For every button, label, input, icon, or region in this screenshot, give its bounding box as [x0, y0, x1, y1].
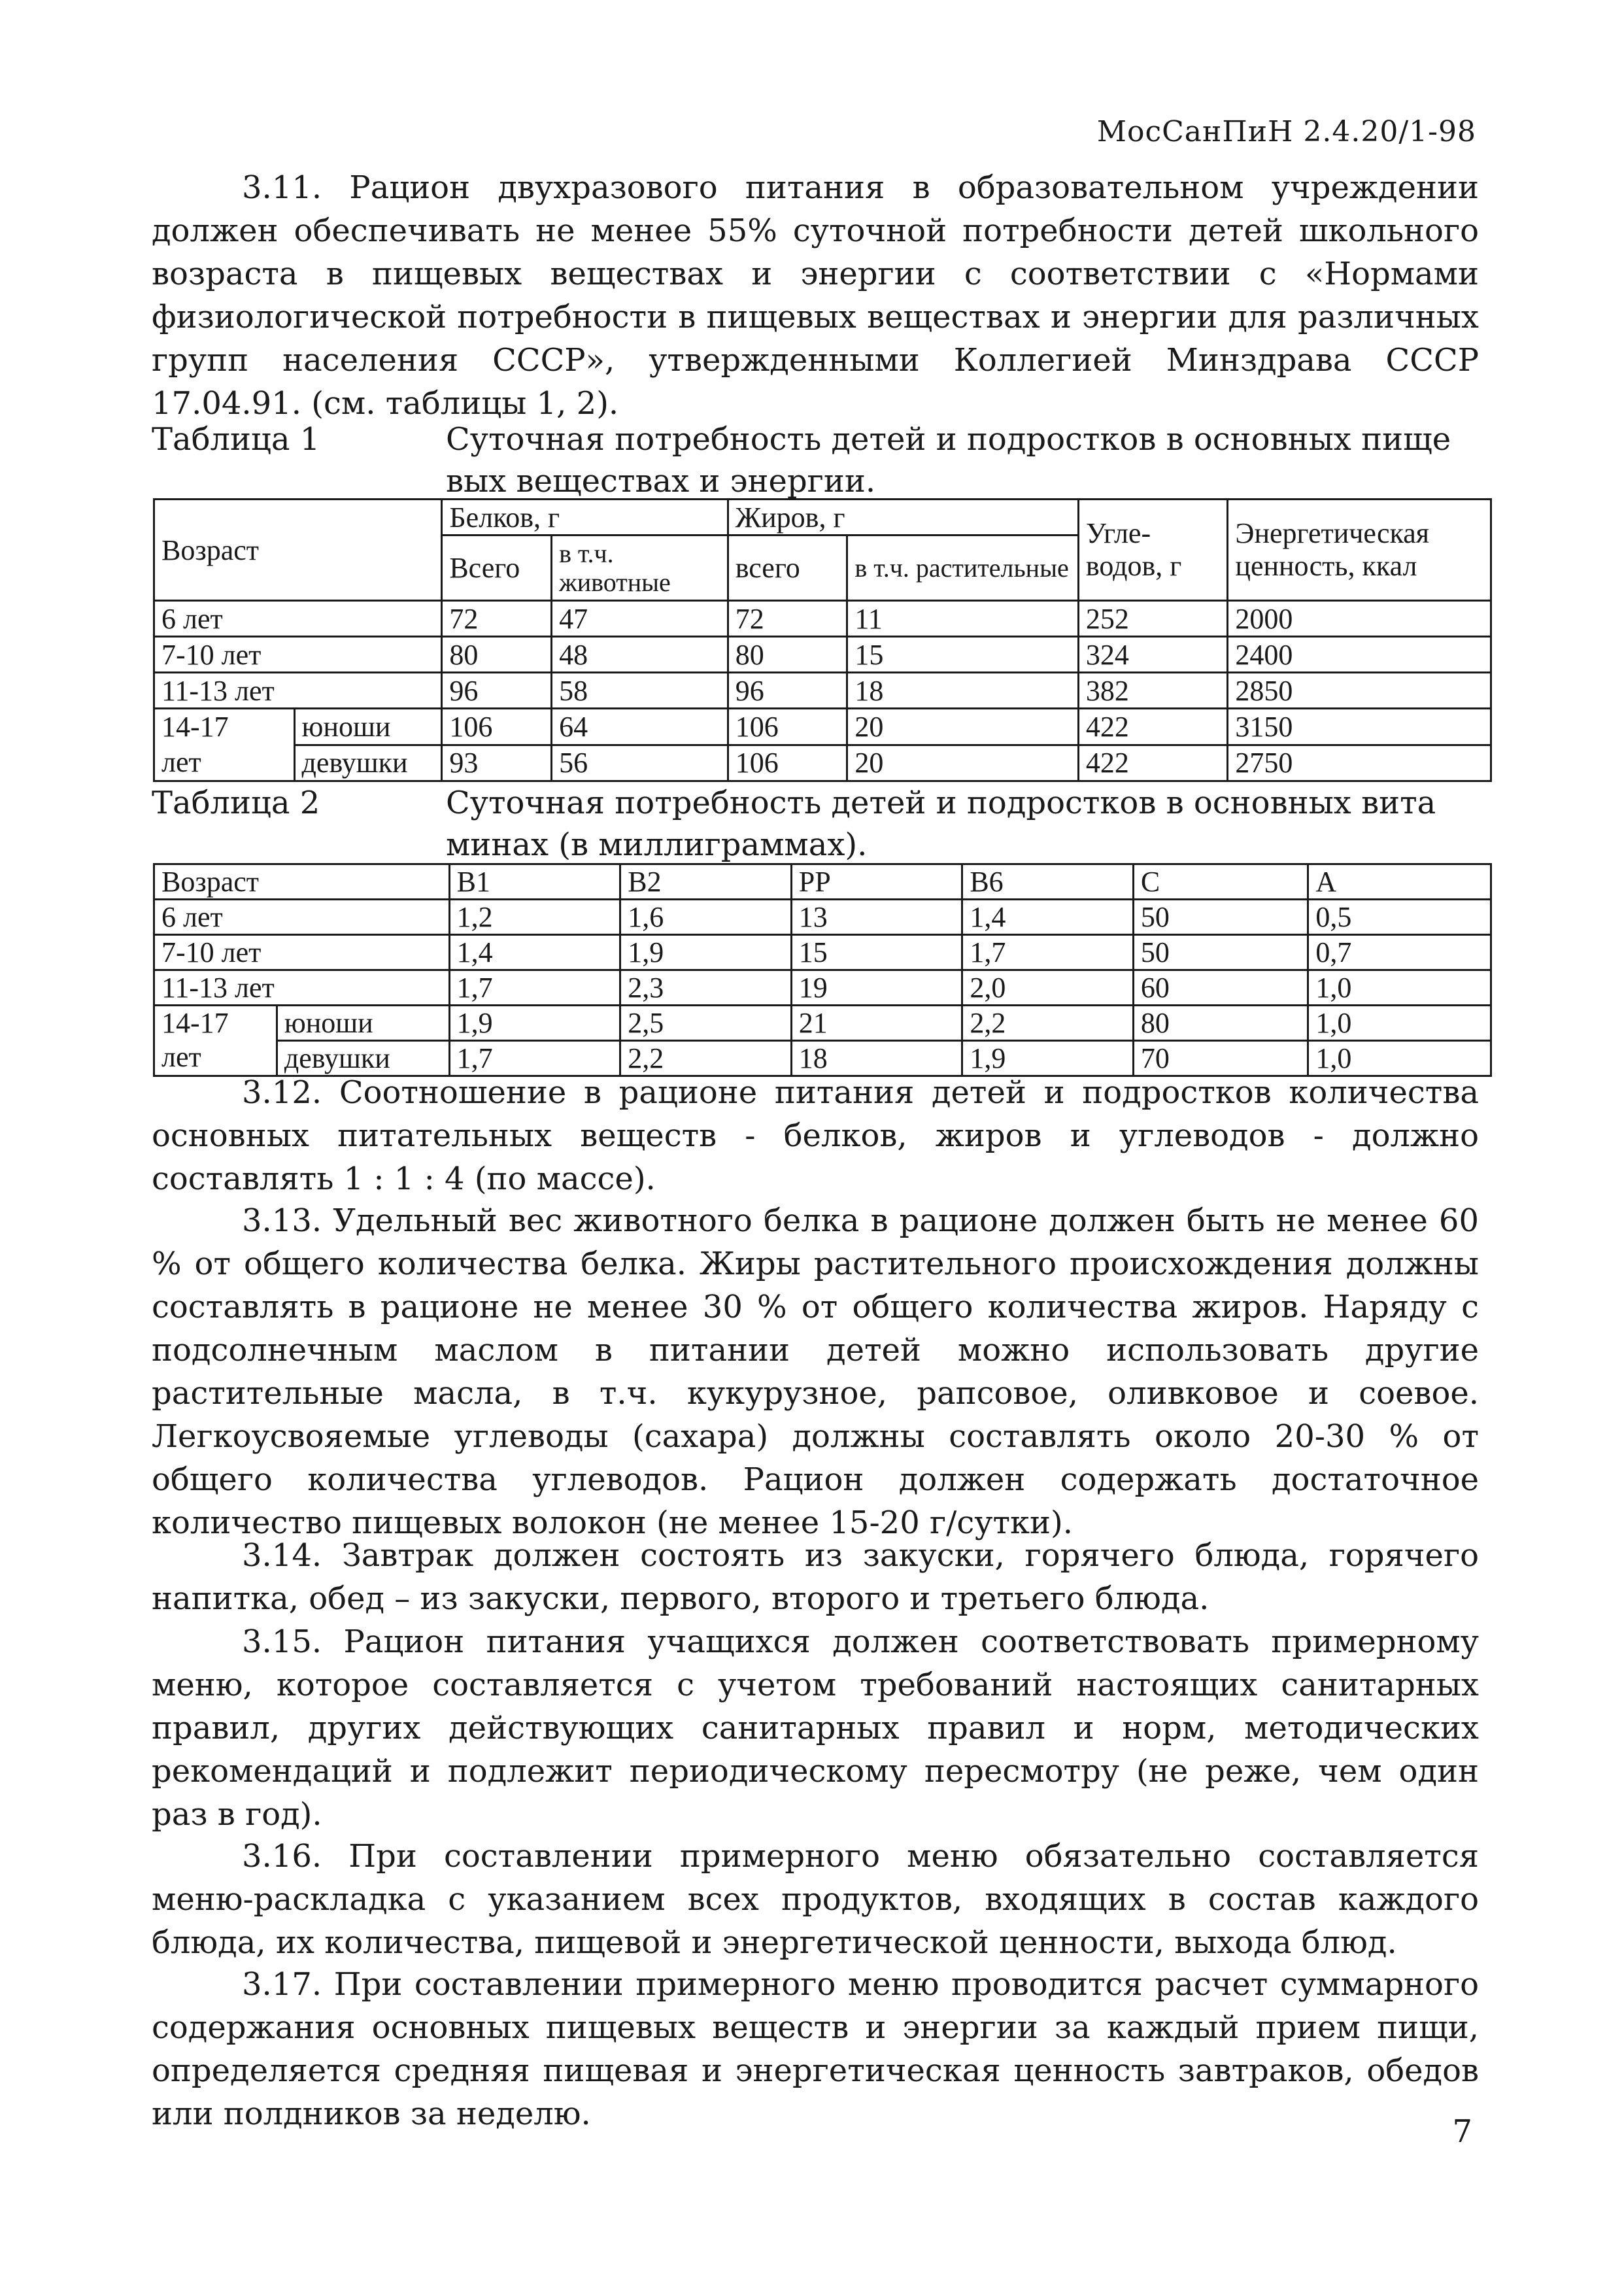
paragraph-3-17 [152, 1963, 1479, 2135]
row-age-teen [154, 1006, 277, 1076]
header-c: C [1133, 864, 1308, 900]
table-row [154, 970, 1491, 1006]
table-1-title-line-2: вых веществах и энергии. [446, 463, 876, 500]
cell: 422 [1078, 745, 1228, 781]
cell: 80 [442, 637, 552, 673]
age-range: 14-17 [161, 711, 229, 743]
cell: 2400 [1228, 637, 1491, 673]
cell: 1,0 [1308, 970, 1491, 1006]
cell: 19 [791, 970, 962, 1006]
header-age: Возраст [154, 500, 442, 601]
row-age: 11-13 лет [154, 673, 442, 709]
cell: 1,7 [962, 935, 1134, 970]
page-number: 7 [1452, 2113, 1472, 2150]
cell: 80 [1133, 1006, 1308, 1041]
table-1-title-line-1: Суточная потребность детей и подростков в основных пище [446, 421, 1451, 458]
cell: 96 [728, 673, 847, 709]
paragraph-number: 3.17. [242, 1966, 322, 2003]
cell: 56 [552, 745, 728, 781]
cell: 50 [1133, 935, 1308, 970]
paragraph-text: Соотношение в рационе питания детей и подростков количества основных питательных веществ - белков, жиров и углеводов - должно составлять 1 : 1 : 4 (по массе). [152, 1074, 1479, 1197]
cell: 2850 [1228, 673, 1491, 709]
cell: 1,4 [962, 900, 1134, 935]
table-2-title-line-1: Суточная потребность детей и подростков в основных вита [446, 785, 1436, 821]
cell: 70 [1133, 1041, 1308, 1076]
table-row [154, 900, 1491, 935]
row-sex: девушки [294, 745, 442, 781]
header-fat-total: всего [728, 536, 847, 601]
cell: 0,5 [1308, 900, 1491, 935]
cell: 72 [728, 601, 847, 637]
cell: 1,6 [620, 900, 792, 935]
paragraph-3-12 [152, 1071, 1479, 1200]
row-sex: юноши [277, 1006, 449, 1041]
paragraph-3-14 [152, 1534, 1479, 1620]
paragraph-number: 3.14. [242, 1537, 322, 1574]
paragraph-number: 3.11. [242, 169, 322, 206]
table-row [154, 673, 1491, 709]
cell: 20 [847, 709, 1078, 745]
cell: 13 [791, 900, 962, 935]
cell: 106 [728, 745, 847, 781]
table-1 [153, 498, 1492, 782]
cell: 96 [442, 673, 552, 709]
header-b1: B1 [449, 864, 620, 900]
cell: 21 [791, 1006, 962, 1041]
paragraph-text: Рацион двухразового питания в образовательном учреждении должен обеспечивать не менее 55% суточной потребности детей школьного возраста в пищевых веществах и энергии с соответствии с «Нормами физиологической потребности в пищевых веществах и энергии для различных групп населения СССР», утвержденными Коллегией Минздрава СССР 17.04.91. (см. таблицы 1, 2). [152, 169, 1479, 422]
paragraph-number: 3.13. [242, 1202, 322, 1239]
table-row [154, 709, 1491, 745]
document-code: МосСанПиН 2.4.20/1-98 [1096, 115, 1476, 148]
header-a: A [1308, 864, 1491, 900]
cell: 106 [728, 709, 847, 745]
row-age: 7-10 лет [154, 935, 450, 970]
cell: 72 [442, 601, 552, 637]
header-fat: Жиров, г [728, 500, 1078, 536]
cell: 18 [791, 1041, 962, 1076]
row-age: 11-13 лет [154, 970, 450, 1006]
cell: 47 [552, 601, 728, 637]
header-protein-total: Всего [442, 536, 552, 601]
paragraph-number: 3.15. [242, 1624, 322, 1660]
cell: 1,2 [449, 900, 620, 935]
table-row [154, 601, 1491, 637]
cell: 2750 [1228, 745, 1491, 781]
header-carbs: Угле-водов, г [1078, 500, 1228, 601]
header-b6: B6 [962, 864, 1134, 900]
age-unit: лет [161, 1041, 201, 1073]
row-age-teen [154, 709, 295, 781]
table-2 [153, 863, 1492, 1077]
cell: 93 [442, 745, 552, 781]
cell: 2,5 [620, 1006, 792, 1041]
cell: 252 [1078, 601, 1228, 637]
paragraph-3-11 [152, 166, 1479, 425]
cell: 15 [791, 935, 962, 970]
cell: 1,9 [449, 1006, 620, 1041]
cell: 324 [1078, 637, 1228, 673]
cell: 422 [1078, 709, 1228, 745]
paragraph-number: 3.16. [242, 1838, 322, 1875]
paragraph-text: При составлении примерного меню обязательно составляется меню-раскладка с указанием всех продуктов, входящих в состав каждого блюда, их количества, пищевой и энергетической ценности, выхода блюд. [152, 1838, 1479, 1961]
header-energy: Энергетическая ценность, ккал [1228, 500, 1491, 601]
cell: 1,9 [620, 935, 792, 970]
cell: 3150 [1228, 709, 1491, 745]
cell: 1,9 [962, 1041, 1134, 1076]
cell: 15 [847, 637, 1078, 673]
cell: 80 [728, 637, 847, 673]
header-b2: B2 [620, 864, 792, 900]
cell: 1,0 [1308, 1006, 1491, 1041]
cell: 60 [1133, 970, 1308, 1006]
row-sex: юноши [294, 709, 442, 745]
age-unit: лет [161, 746, 201, 778]
cell: 64 [552, 709, 728, 745]
cell: 106 [442, 709, 552, 745]
paragraph-3-16 [152, 1835, 1479, 1964]
header-fat-plant: в т.ч. растительные [847, 536, 1078, 601]
table-2-caption: Таблица 2 [152, 785, 320, 821]
paragraph-number: 3.12. [242, 1074, 322, 1111]
row-age: 6 лет [154, 601, 442, 637]
header-pp: PP [791, 864, 962, 900]
cell: 58 [552, 673, 728, 709]
row-sex: девушки [277, 1041, 449, 1076]
cell: 50 [1133, 900, 1308, 935]
row-age: 6 лет [154, 900, 450, 935]
cell: 2000 [1228, 601, 1491, 637]
paragraph-text: При составлении примерного меню проводится расчет суммарного содержания основных пищевых веществ и энергии за каждый прием пищи, определяется средняя пищевая и энергетическая ценность завтраков, обедов или полдников за неделю. [152, 1966, 1479, 2132]
cell: 1,4 [449, 935, 620, 970]
table-row [154, 1006, 1491, 1041]
cell: 1,7 [449, 1041, 620, 1076]
cell: 0,7 [1308, 935, 1491, 970]
cell: 1,0 [1308, 1041, 1491, 1076]
cell: 11 [847, 601, 1078, 637]
cell: 18 [847, 673, 1078, 709]
header-protein: Белков, г [442, 500, 728, 536]
table-2-title-line-2: минах (в миллиграммах). [446, 826, 868, 863]
cell: 2,2 [620, 1041, 792, 1076]
age-range: 14-17 [161, 1007, 229, 1039]
paragraph-text: Удельный вес животного белка в рационе должен быть не менее 60 % от общего количества белка. Жиры растительного происхождения должны составлять в рационе не менее 30 % от общего количества жиров. Наряду с подсолнечным маслом в питании детей можно использовать другие растительные масла, в т.ч. кукурузное, рапсовое, оливковое и соевое. Легкоусвояемые углеводы (сахара) должны составлять около 20-30 % от общего количества углеводов. Рацион должен содержать достаточное количество пищевых волокон (не менее 15-20 г/сутки). [152, 1202, 1479, 1541]
cell: 1,7 [449, 970, 620, 1006]
table-row [154, 745, 1491, 781]
cell: 2,3 [620, 970, 792, 1006]
cell: 20 [847, 745, 1078, 781]
row-age: 7-10 лет [154, 637, 442, 673]
header-protein-animal: в т.ч. животные [552, 536, 728, 601]
paragraph-text: Рацион питания учащихся должен соответствовать примерному меню, которое составляется с учетом требований настоящих санитарных правил, других действующих санитарных правил и норм, методических рекомендаций и подлежит периодическому пересмотру (не реже, чем один раз в год). [152, 1624, 1480, 1833]
cell: 2,2 [962, 1006, 1134, 1041]
paragraph-3-13 [152, 1199, 1479, 1544]
cell: 2,0 [962, 970, 1134, 1006]
header-age: Возраст [154, 864, 450, 900]
table-row [154, 935, 1491, 970]
paragraph-text: Завтрак должен состоять из закуски, горячего блюда, горячего напитка, обед – из закуски, первого, второго и третьего блюда. [152, 1537, 1479, 1617]
table-row [154, 637, 1491, 673]
table-1-caption: Таблица 1 [152, 421, 320, 458]
paragraph-3-15 [152, 1620, 1479, 1836]
cell: 382 [1078, 673, 1228, 709]
cell: 48 [552, 637, 728, 673]
